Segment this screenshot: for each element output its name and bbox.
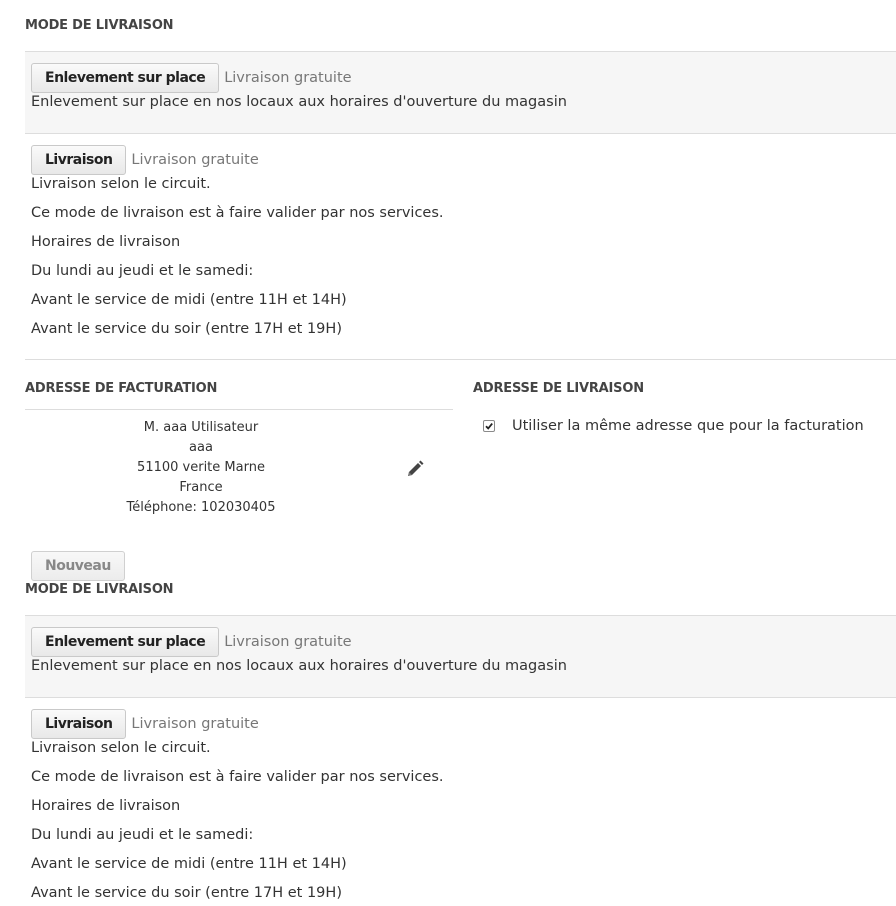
- shipping-price: Livraison gratuite: [131, 716, 259, 732]
- shipping-description-line: Avant le service du soir (entre 17H et 19H): [31, 885, 342, 901]
- address-line: aaa: [189, 440, 213, 455]
- shipping-option-header: [31, 627, 352, 657]
- shipping-description-line: Du lundi au jeudi et le samedi:: [31, 827, 254, 843]
- shipping-description-line: Livraison selon le circuit.: [31, 176, 211, 192]
- shipping-option-delivery: [25, 133, 896, 359]
- shipping-description-line: Ce mode de livraison est à faire valider par nos services.: [31, 769, 444, 785]
- shipping-option-header: [31, 145, 259, 175]
- billing-address-title: ADRESSE DE FACTURATION: [25, 381, 218, 396]
- address-phone: Téléphone: 102030405: [126, 500, 276, 515]
- shipping-option-header: [31, 709, 259, 739]
- delivery-address-title: ADRESSE DE LIVRAISON: [473, 381, 644, 396]
- shipping-option-header: [31, 63, 352, 93]
- billing-title-divider: [25, 409, 453, 410]
- section-divider: [25, 359, 896, 360]
- shipping-description-line: Du lundi au jeudi et le samedi:: [31, 263, 254, 279]
- shipping-description: Enlevement sur place en nos locaux aux horaires d'ouverture du magasin: [31, 94, 567, 110]
- shipping-mode-title: MODE DE LIVRAISON: [25, 582, 174, 597]
- pickup-select-button[interactable]: Enlevement sur place: [31, 63, 219, 93]
- shipping-price: Livraison gratuite: [224, 70, 352, 86]
- same-address-option[interactable]: [483, 416, 864, 436]
- shipping-option-pickup: [25, 615, 896, 697]
- shipping-description-line: Horaires de livraison: [31, 798, 181, 814]
- shipping-description-line: Horaires de livraison: [31, 234, 181, 250]
- shipping-description: Enlevement sur place en nos locaux aux horaires d'ouverture du magasin: [31, 658, 567, 674]
- shipping-price: Livraison gratuite: [224, 634, 352, 650]
- billing-address-card: [90, 418, 312, 518]
- pickup-select-button[interactable]: Enlevement sur place: [31, 627, 219, 657]
- shipping-description-line: Ce mode de livraison est à faire valider par nos services.: [31, 205, 444, 221]
- same-address-checkbox[interactable]: [483, 420, 495, 432]
- shipping-description-line: Livraison selon le circuit.: [31, 740, 211, 756]
- pencil-icon[interactable]: [405, 459, 425, 479]
- shipping-option-pickup: [25, 51, 896, 133]
- shipping-price: Livraison gratuite: [131, 152, 259, 168]
- address-city: 51100 verite Marne: [137, 460, 265, 475]
- new-address-button[interactable]: Nouveau: [31, 551, 125, 581]
- shipping-description-line: Avant le service de midi (entre 11H et 14H): [31, 856, 347, 872]
- address-name: M. aaa Utilisateur: [143, 420, 259, 435]
- delivery-select-button[interactable]: Livraison: [31, 145, 126, 175]
- same-address-label: Utiliser la même adresse que pour la facturation: [512, 418, 864, 434]
- shipping-mode-title: MODE DE LIVRAISON: [25, 18, 174, 33]
- shipping-description-line: Avant le service du soir (entre 17H et 19H): [31, 321, 342, 337]
- delivery-select-button[interactable]: Livraison: [31, 709, 126, 739]
- shipping-option-delivery: [25, 697, 896, 906]
- shipping-description-line: Avant le service de midi (entre 11H et 14H): [31, 292, 347, 308]
- address-country: France: [179, 480, 223, 495]
